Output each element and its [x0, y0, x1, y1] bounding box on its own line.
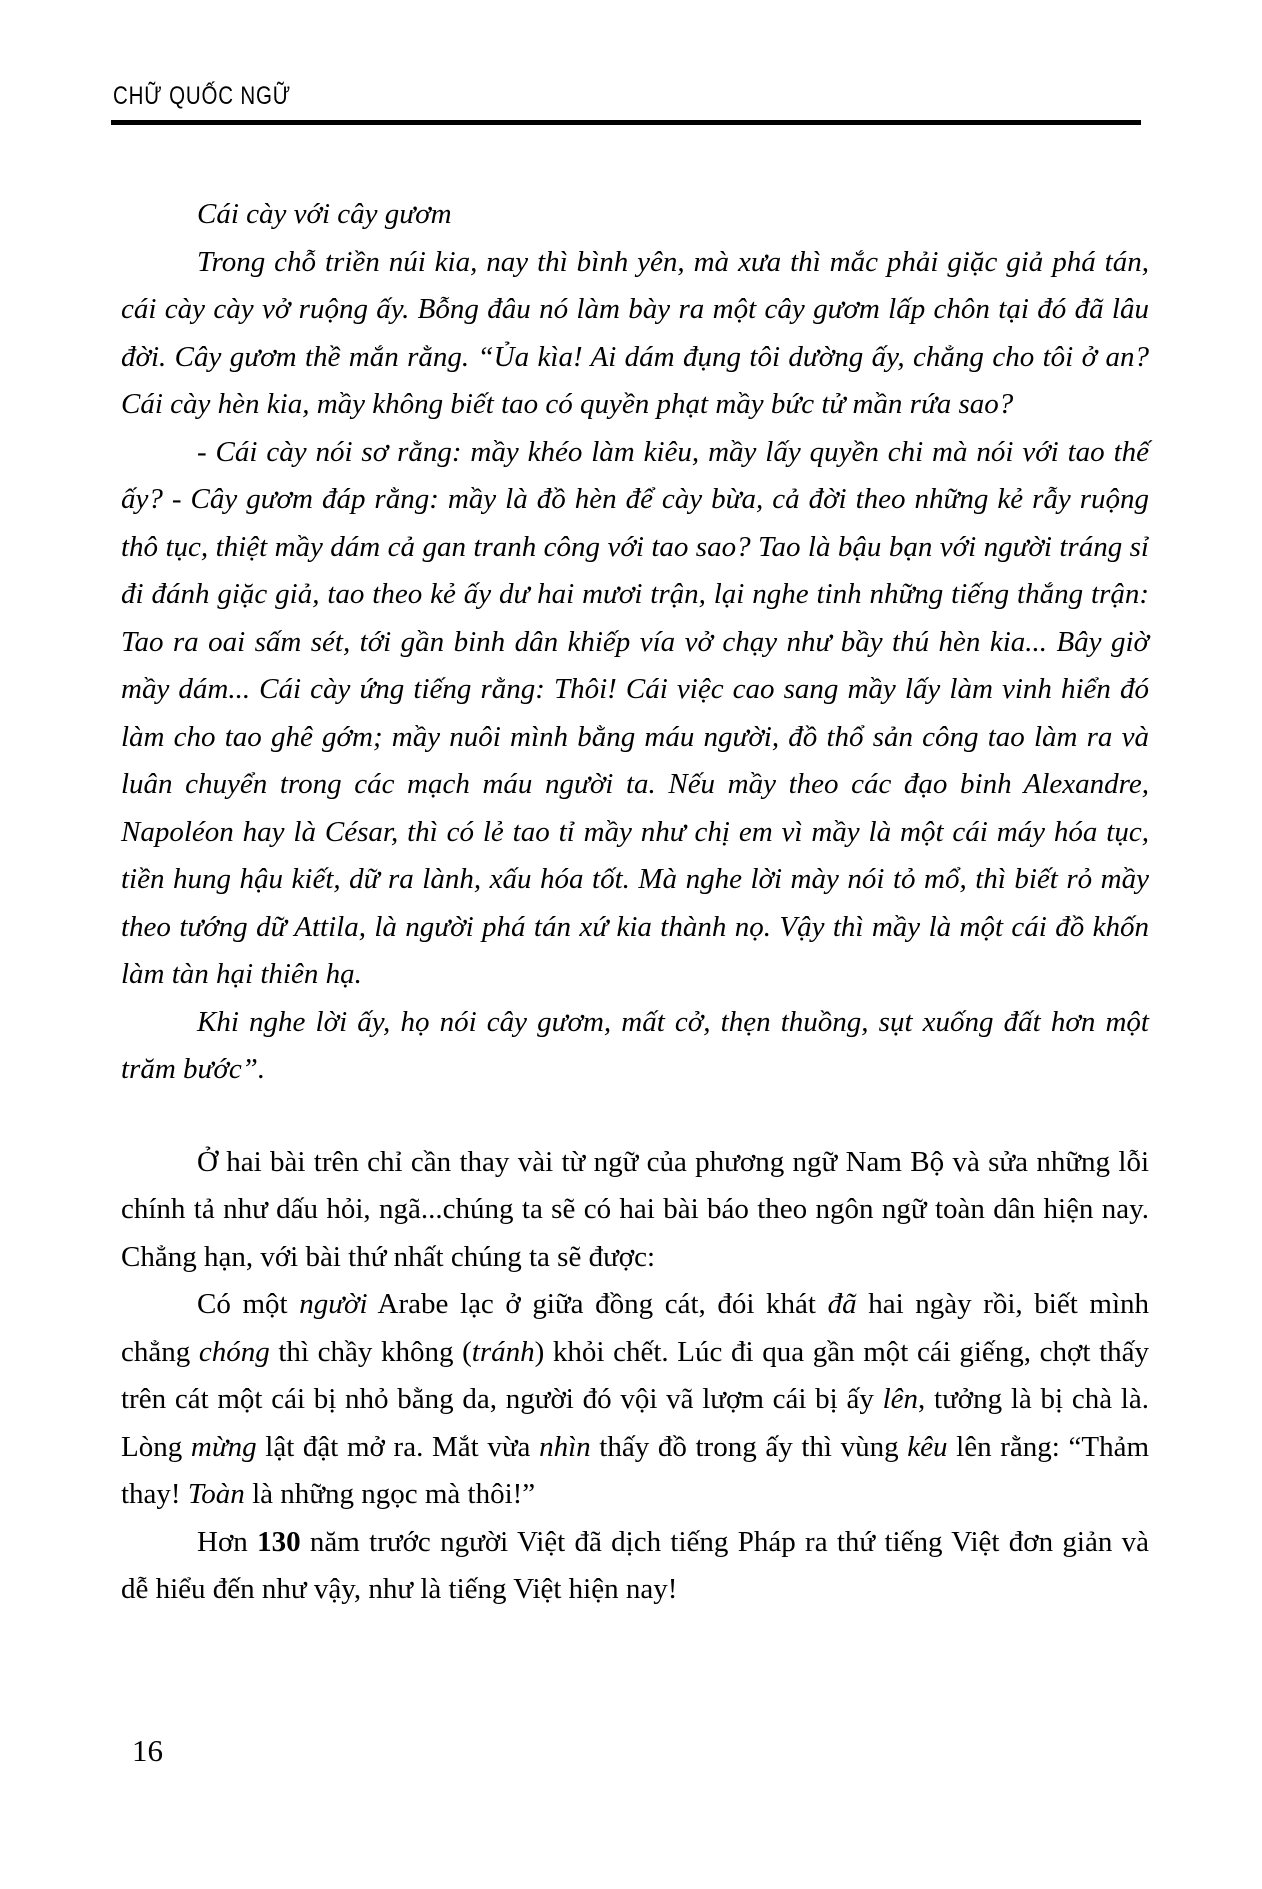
closing-paragraph: Hơn 130 năm trước người Việt đã dịch tiếng Pháp ra thứ tiếng Việt đơn giản và dễ hiểu đến như vậy, như là tiếng Việt hiện nay! [121, 1525, 1149, 1605]
emphasis-text: người [299, 1288, 368, 1320]
story-title: Cái cày với cây gươm [197, 198, 452, 230]
emphasis-text: tránh [471, 1335, 535, 1368]
page-number: 16 [132, 1733, 163, 1768]
translation-paragraph: Có một người Arabe lạc ở giữa đồng cát, đói khát đã hai ngày rồi, biết mình chẳng chóng thì chầy không (tránh) khỏi chết. Lúc đi qua gần một cái giếng, chợt thấy trên cát một cái bị nhỏ bằng da, người đó vội vã lượm cái bị ấy lên, tưởng là bị chà là. Lòng mừng lật đật mở ra. Mắt vừa nhìn thấy đồ trong ấy thì vùng kêu lên rằng: “Thảm thay! Toàn là những ngọc mà thôi!” [121, 1288, 1150, 1510]
emphasis-text: lên [882, 1383, 919, 1415]
emphasis-text: đã [827, 1288, 857, 1320]
emphasis-text: Toàn [187, 1478, 245, 1510]
commentary-paragraph: Ở hai bài trên chỉ cần thay vài từ ngữ của phương ngữ Nam Bộ và sửa những lỗi chính tả như dấu hỏi, ngã...chúng ta sẽ có hai bài báo theo ngôn ngữ toàn dân hiện nay. Chẳng hạn, với bài thứ nhất chúng ta sẽ được: [121, 1145, 1149, 1273]
story-paragraph-3: Khi nghe lời ấy, họ nói cây gươm, mất cở, thẹn thuồng, sụt xuống đất hơn một trăm bước”. [121, 1005, 1149, 1085]
text-column [121, 191, 1149, 1614]
header-rule [111, 120, 1141, 125]
story-paragraph-1: Trong chỗ triền núi kia, nay thì bình yên, mà xưa thì mắc phải giặc giả phá tán, cái cày cày vở ruộng ấy. Bỗng đâu nó làm bày ra một cây gươm lấp chôn tại đó đã lâu đời. Cây gươm thề mắn rằng. “Ủa kìa! Ai dám đụng tôi dường ấy, chẳng cho tôi ở an? Cái cày hèn kia, mầy không biết tao có quyền phạt mầy bức tử mần rứa sao? [121, 245, 1149, 420]
emphasis-text: mừng [190, 1430, 257, 1463]
running-header: CHỮ QUỐC NGỮ [113, 82, 292, 110]
emphasis-text: nhìn [539, 1430, 591, 1463]
bold-text: 130 [257, 1525, 301, 1558]
emphasis-text: chóng [198, 1335, 270, 1368]
story-paragraph-2: - Cái cày nói sơ rằng: mầy khéo làm kiêu, mầy lấy quyền chi mà nói với tao thế ấy? - Cây gươm đáp rằng: mầy là đồ hèn để cày bừa, cả đời theo những kẻ rẫy ruộng thô tục, thiệt mầy dám cả gan tranh công với tao sao? Tao là bậu bạn với người tráng sỉ đi đánh giặc giả, tao theo kẻ ấy dư hai mươi trận, lại nghe tinh những tiếng thắng trận: Tao ra oai sấm sét, tới gần binh dân khiếp vía vở chạy như bầy thú hèn kia... Bây giờ mầy dám... Cái cày ứng tiếng rằng: Thôi! Cái việc cao sang mầy lấy làm vinh hiển đó làm cho tao ghê gớm; mầy nuôi mình bằng máu người, đồ thổ sản công tao làm ra và luân chuyển trong các mạch máu người ta. Nếu mầy theo các đạo binh Alexandre, Napoléon hay là César, thì có lẻ tao tỉ mầy như chị em vì mầy là một cái máy hóa tục, tiền hung hậu kiết, dữ ra lành, xấu hóa tốt. Mà nghe lời mày nói tỏ mổ, thì biết rỏ mầy theo tướng dữ Attila, là người phá tán xứ kia thành nọ. Vậy thì mầy là một cái đồ khốn làm tàn hại thiên hạ. [121, 435, 1149, 990]
emphasis-text: kêu [907, 1430, 948, 1463]
